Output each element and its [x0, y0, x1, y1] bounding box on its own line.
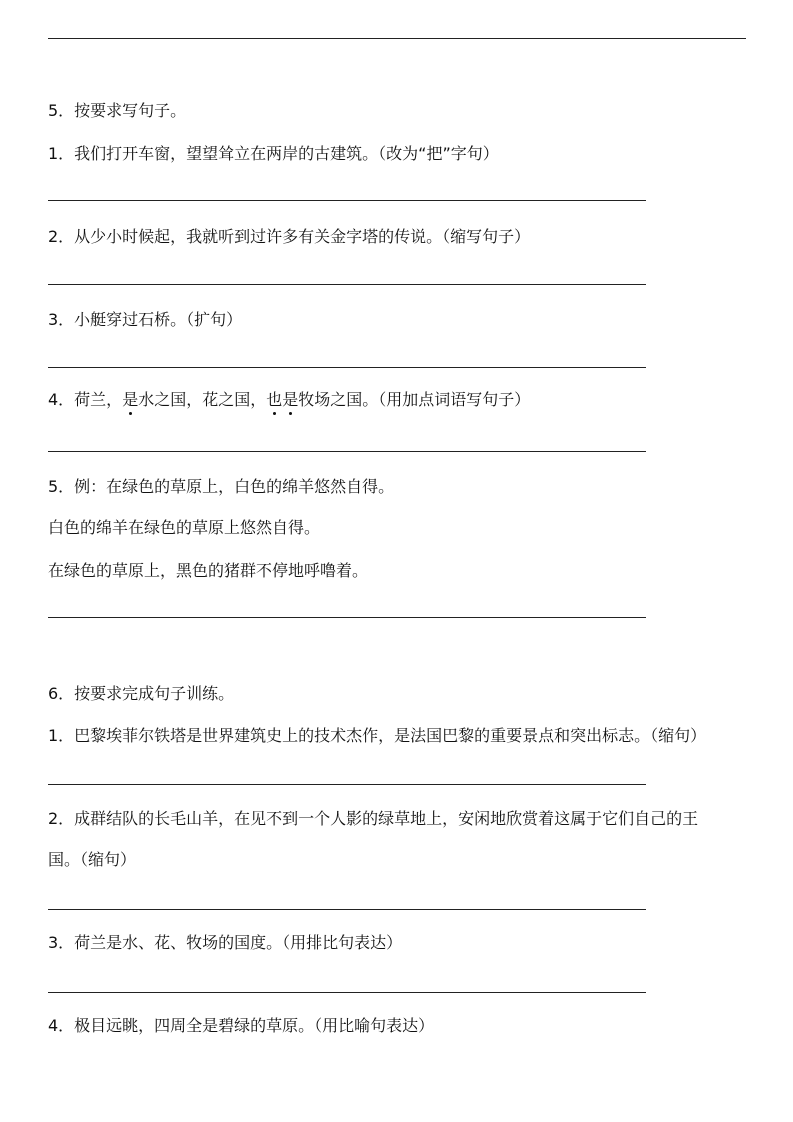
section-6-question-2-line-2: 国。（缩句）	[48, 850, 137, 869]
section-5-question-2: 2．从少小时候起，我就听到过许多有关金字塔的传说。（缩写句子）	[48, 227, 531, 246]
section-6-question-4: 4．极目远眺，四周全是碧绿的草原。（用比喻句表达）	[48, 1016, 435, 1035]
section-5-question-1: 1．我们打开车窗，望望耸立在两岸的古建筑。（改为“把”字句）	[48, 144, 499, 163]
answer-line-5-2[interactable]	[48, 284, 646, 285]
answer-line-6-3[interactable]	[48, 992, 646, 993]
answer-line-5-4[interactable]	[48, 451, 646, 452]
section-6-question-1: 1．巴黎埃菲尔铁塔是世界建筑史上的技术杰作，是法国巴黎的重要景点和突出标志。（缩句）	[48, 726, 707, 745]
dotted-word-shi-1: 是	[122, 390, 139, 409]
section-6-question-2-line-1: 2．成群结队的长毛山羊，在见不到一个人影的绿草地上，安闲地欣赏着这属于它们自己的王	[48, 809, 699, 828]
section-5-question-5-example: 5．例：在绿色的草原上，白色的绵羊悠然自得。	[48, 477, 395, 496]
q4-text-c: 牧场之国。（用加点词语写句子）	[298, 390, 531, 409]
section-5-heading: 5．按要求写句子。	[48, 101, 187, 120]
answer-line-6-1[interactable]	[48, 784, 646, 785]
answer-line-6-2[interactable]	[48, 909, 646, 910]
q4-text-b: 水之国，花之国，	[138, 390, 267, 409]
section-6-heading: 6．按要求完成句子训练。	[48, 684, 235, 703]
section-5-question-4	[48, 390, 530, 410]
header-rule	[48, 38, 746, 39]
section-5-question-5-task: 在绿色的草原上，黑色的猪群不停地呼噜着。	[48, 561, 369, 580]
section-5-question-5-example-rewrite: 白色的绵羊在绿色的草原上悠然自得。	[48, 518, 321, 537]
q4-text-a: 4．荷兰，	[48, 390, 123, 409]
dotted-word-ye: 也	[266, 390, 283, 409]
section-6-question-3: 3．荷兰是水、花、牧场的国度。（用排比句表达）	[48, 933, 403, 952]
dotted-word-shi-2: 是	[282, 390, 299, 409]
answer-line-5-5[interactable]	[48, 617, 646, 618]
answer-line-5-3[interactable]	[48, 367, 646, 368]
section-5-question-3: 3．小艇穿过石桥。（扩句）	[48, 310, 243, 329]
answer-line-5-1[interactable]	[48, 200, 646, 201]
